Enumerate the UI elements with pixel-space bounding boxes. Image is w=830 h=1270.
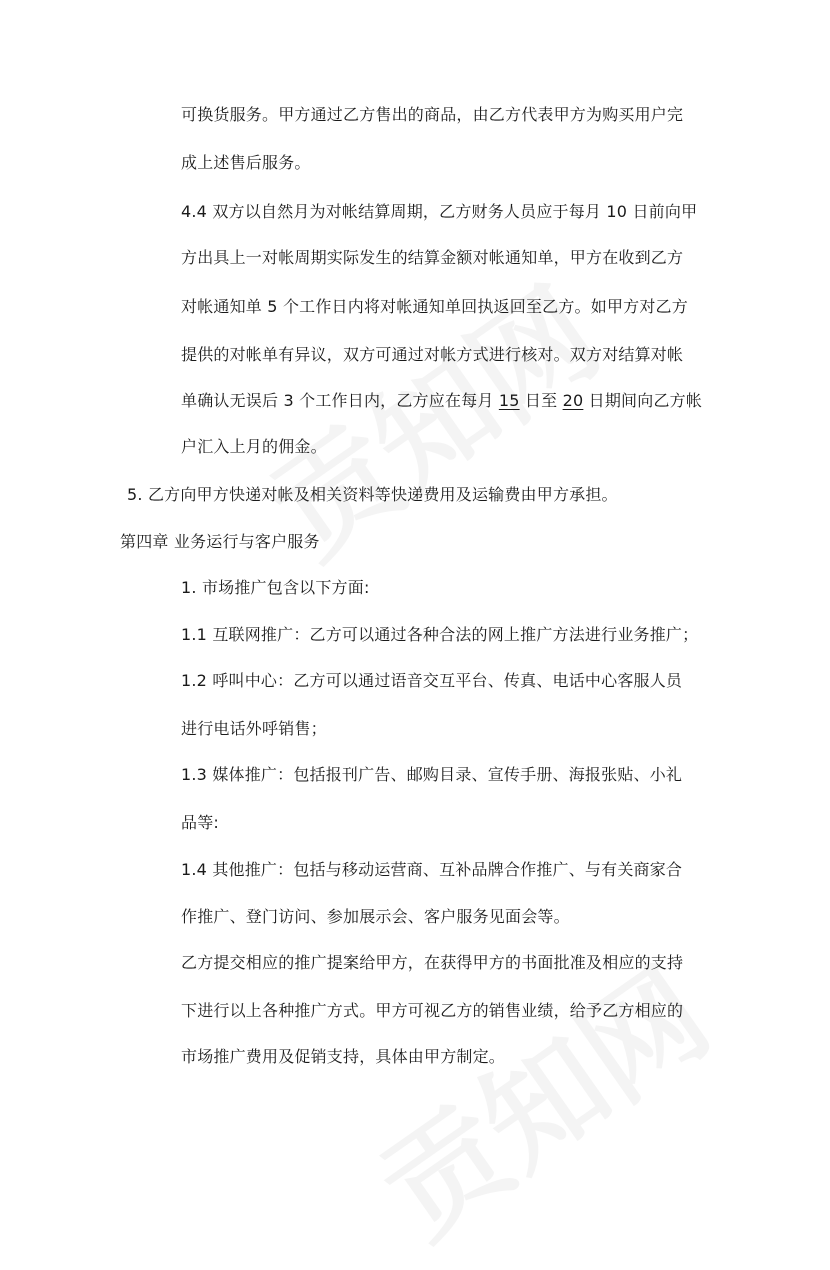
watermark (343, 922, 737, 1269)
paragraph-line: 市场推广费用及促销支持，具体由甲方制定。 (181, 1047, 506, 1066)
paragraph-line: 可换货服务。甲方通过乙方售出的商品，由乙方代表甲方为购买用户完 (181, 105, 684, 124)
paragraph-line: 4.4 双方以自然月为对帐结算周期，乙方财务人员应于每月 10 日前向甲 (181, 202, 698, 221)
text-segment: 日期间向乙方帐 (583, 391, 703, 410)
text-segment: 单确认无误后 3 个工作日内，乙方应在每月 (181, 391, 499, 410)
paragraph-line: 对帐通知单 5 个工作日内将对帐通知单回执返回至乙方。如甲方对乙方 (181, 297, 688, 316)
paragraph-line: 进行电话外呼销售； (181, 719, 327, 738)
paragraph-line: 下进行以上各种推广方式。甲方可视乙方的销售业绩，给予乙方相应的 (181, 1001, 684, 1020)
list-item-5: 5. 乙方向甲方快递对帐及相关资料等快递费用及运输费由甲方承担。 (127, 485, 618, 504)
paragraph-line: 方出具上一对帐周期实际发生的结算金额对帐通知单，甲方在收到乙方 (181, 248, 684, 267)
paragraph-line (181, 390, 702, 412)
paragraph-line: 作推广、登门访问、参加展示会、客户服务见面会等。 (181, 907, 570, 926)
list-item-1: 1. 市场推广包含以下方面: (181, 578, 370, 597)
paragraph-line: 提供的对帐单有异议，双方可通过对帐方式进行核对。双方对结算对帐 (181, 345, 684, 364)
paragraph-line: 成上述售后服务。 (181, 153, 311, 172)
underlined-day-20: 20 (562, 391, 584, 410)
paragraph-line: 品等: (181, 813, 219, 832)
paragraph-line: 乙方提交相应的推广提案给甲方，在获得甲方的书面批准及相应的支持 (181, 953, 684, 972)
underlined-day-15: 15 (498, 391, 520, 410)
chapter-heading: 第四章 业务运行与客户服务 (120, 532, 320, 551)
list-item-1-2: 1.2 呼叫中心：乙方可以通过语音交互平台、传真、电话中心客服人员 (181, 671, 683, 690)
paragraph-line: 户汇入上月的佣金。 (181, 437, 327, 456)
text-segment: 日至 (519, 391, 563, 410)
list-item-1-1: 1.1 互联网推广：乙方可以通过各种合法的网上推广方法进行业务推广； (181, 625, 699, 644)
list-item-1-4: 1.4 其他推广：包括与移动运营商、互补品牌合作推广、与有关商家合 (181, 860, 683, 879)
list-item-1-3: 1.3 媒体推广：包括报刊广告、邮购目录、宣传手册、海报张贴、小礼 (181, 765, 683, 784)
